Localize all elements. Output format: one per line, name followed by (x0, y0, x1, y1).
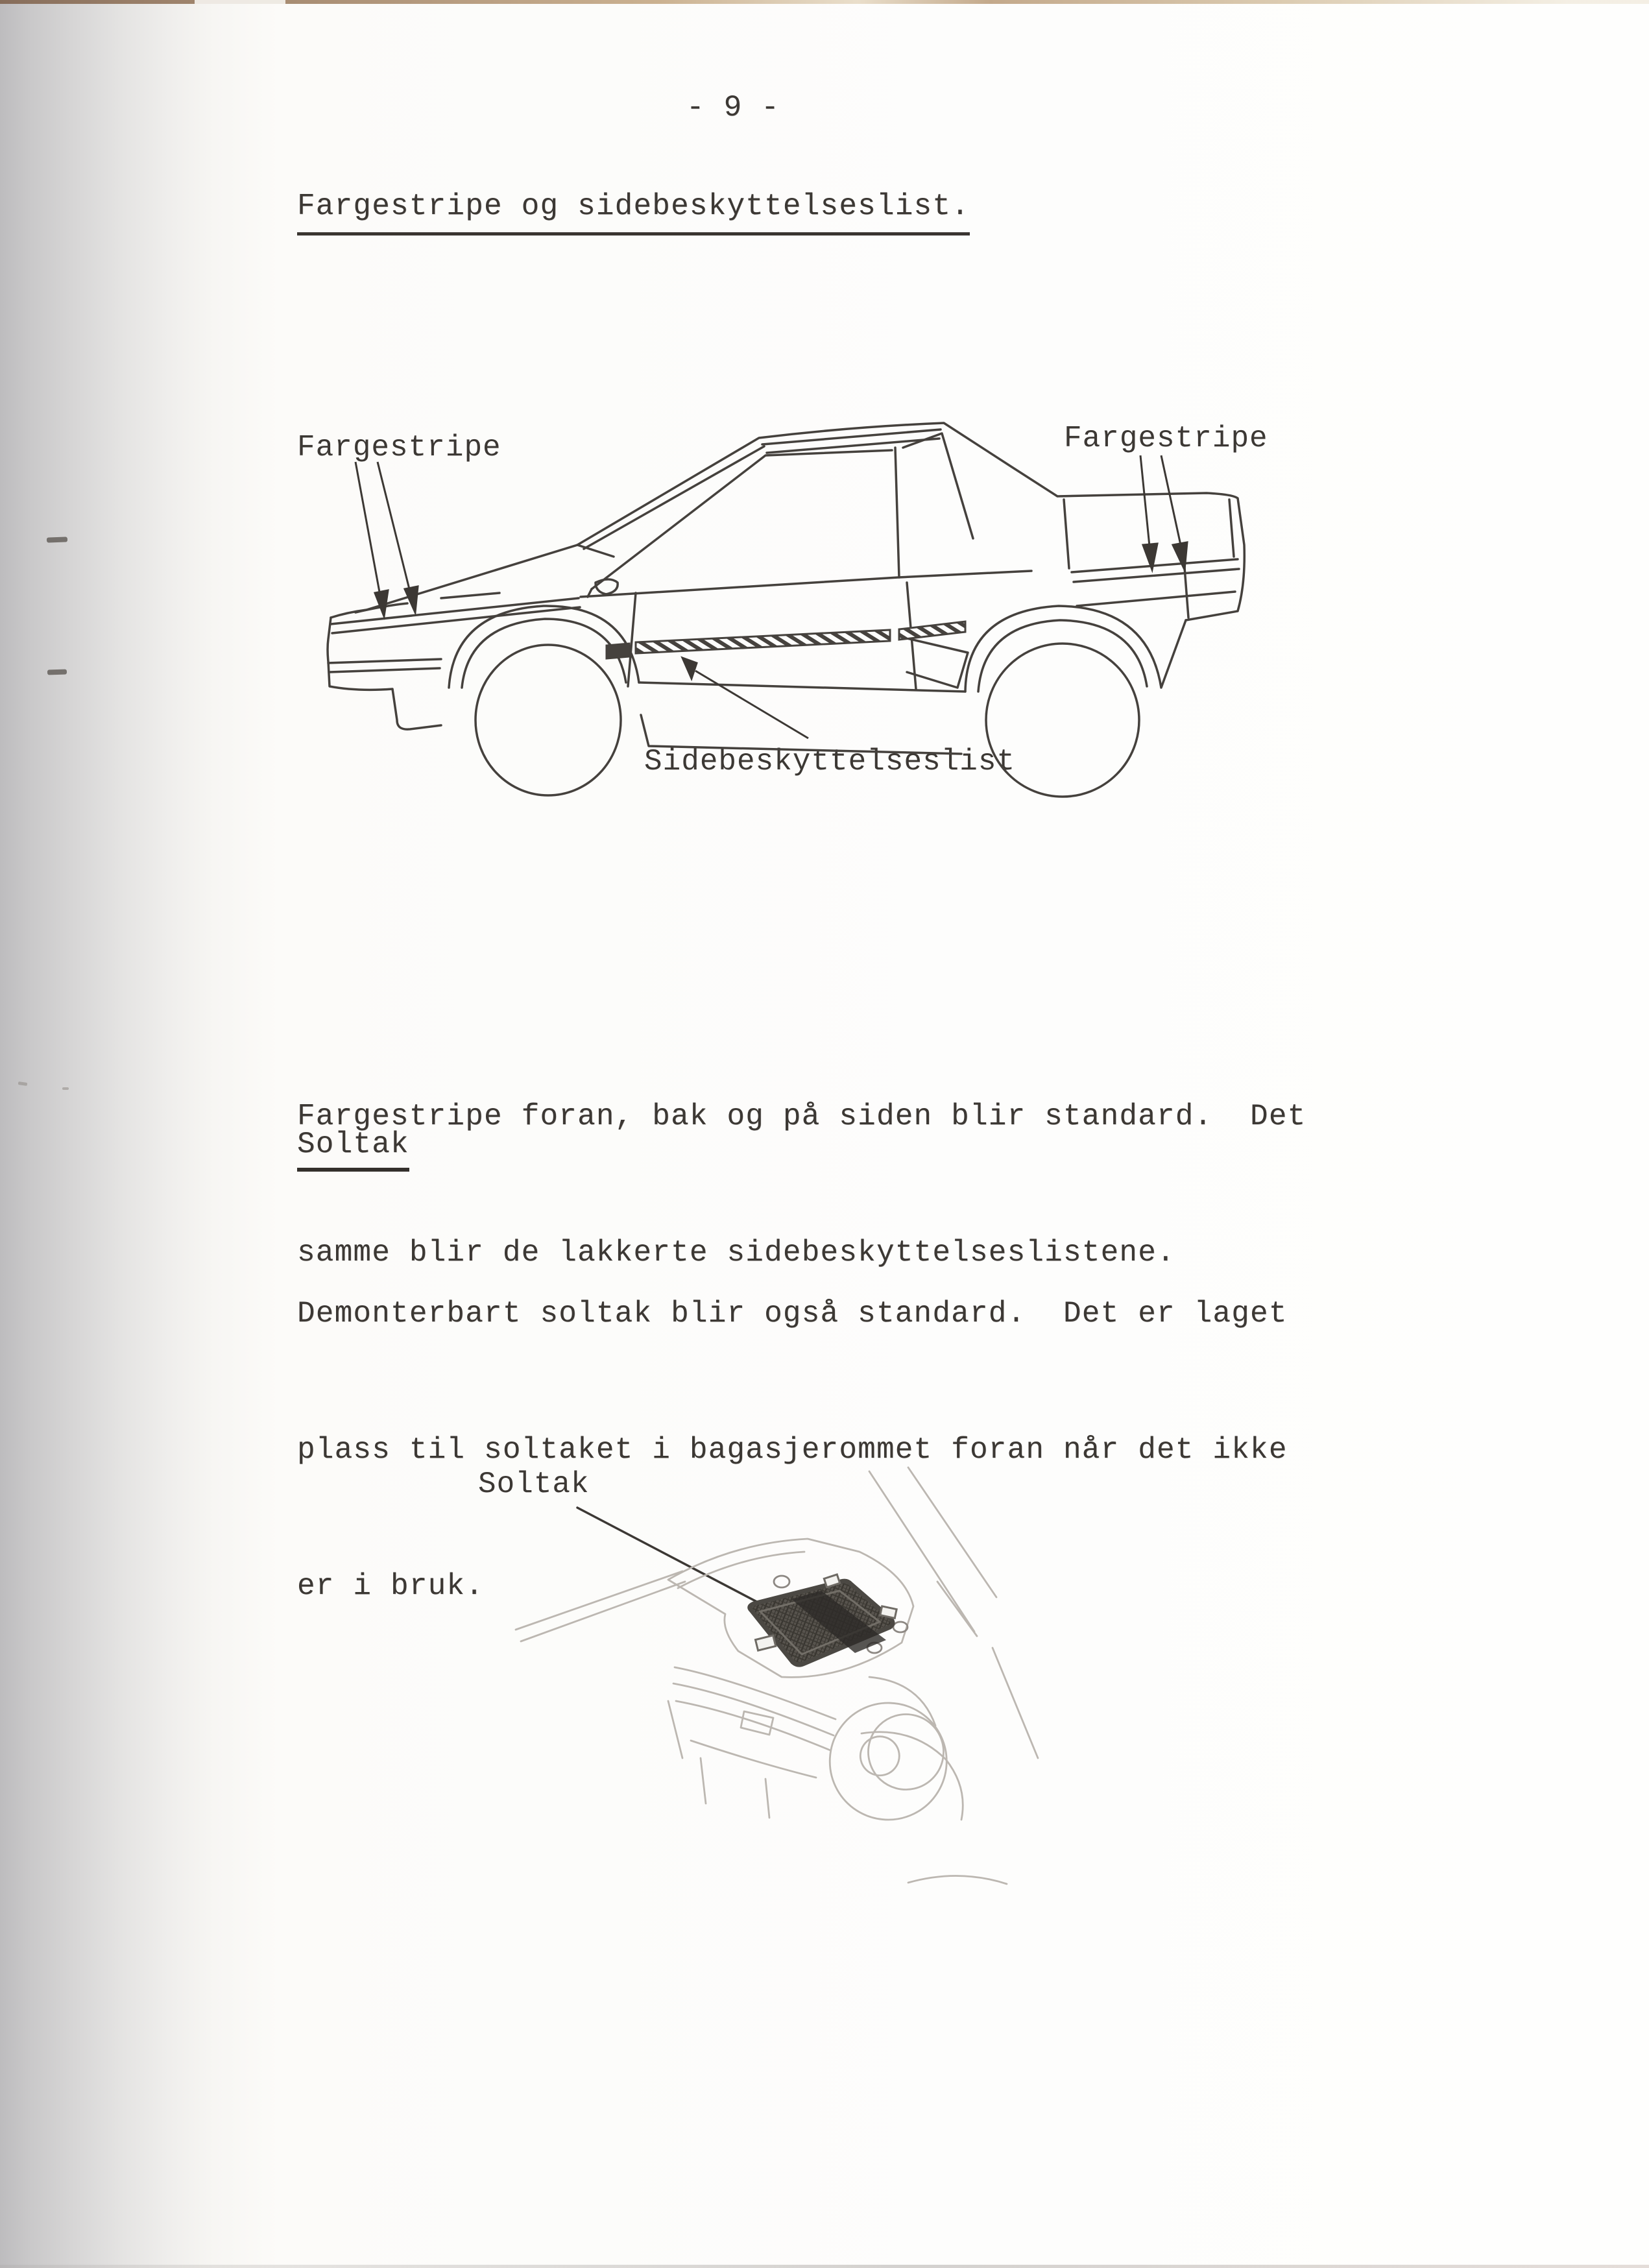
scan-top-edge-gap (195, 0, 285, 4)
label-fargestripe-front: Fargestripe (297, 431, 501, 464)
paragraph-line: er i bruk. (297, 1569, 485, 1603)
scan-bottom-edge (0, 2265, 1649, 2268)
soltak-leader-line (577, 1508, 765, 1606)
section-heading-soltak: Soltak (297, 1128, 409, 1172)
paragraph-line: Demonterbart soltak blir også standard. Det er laget (297, 1297, 1288, 1331)
label-soltak: Soltak (478, 1467, 590, 1501)
paragraph-line: samme blir de lakkerte sidebeskyttelseslistene. (297, 1236, 1175, 1270)
car-front-sketch (516, 1467, 1038, 1884)
paragraph-line: plass til soltaket i bagasjerommet foran når det ikke (297, 1433, 1288, 1467)
paragraph-line: Fargestripe foran, bak og på siden blir standard. Det (297, 1100, 1306, 1133)
soltak-illustration (454, 1453, 1233, 2037)
scan-speck (62, 1087, 69, 1090)
margin-mark (47, 669, 67, 675)
label-fargestripe-rear: Fargestripe (1064, 422, 1268, 455)
margin-mark (47, 537, 67, 542)
scan-speck (18, 1081, 28, 1086)
label-sidebeskyttelseslist: Sidebeskyttelseslist (644, 745, 1016, 778)
car-stripe-illustration (285, 383, 1310, 811)
page-title: Fargestripe og sidebeskyttelseslist. (297, 189, 970, 235)
sunroof-panel (750, 1574, 897, 1665)
car-line-art (328, 423, 1244, 797)
page-number: - 9 - (686, 91, 780, 125)
